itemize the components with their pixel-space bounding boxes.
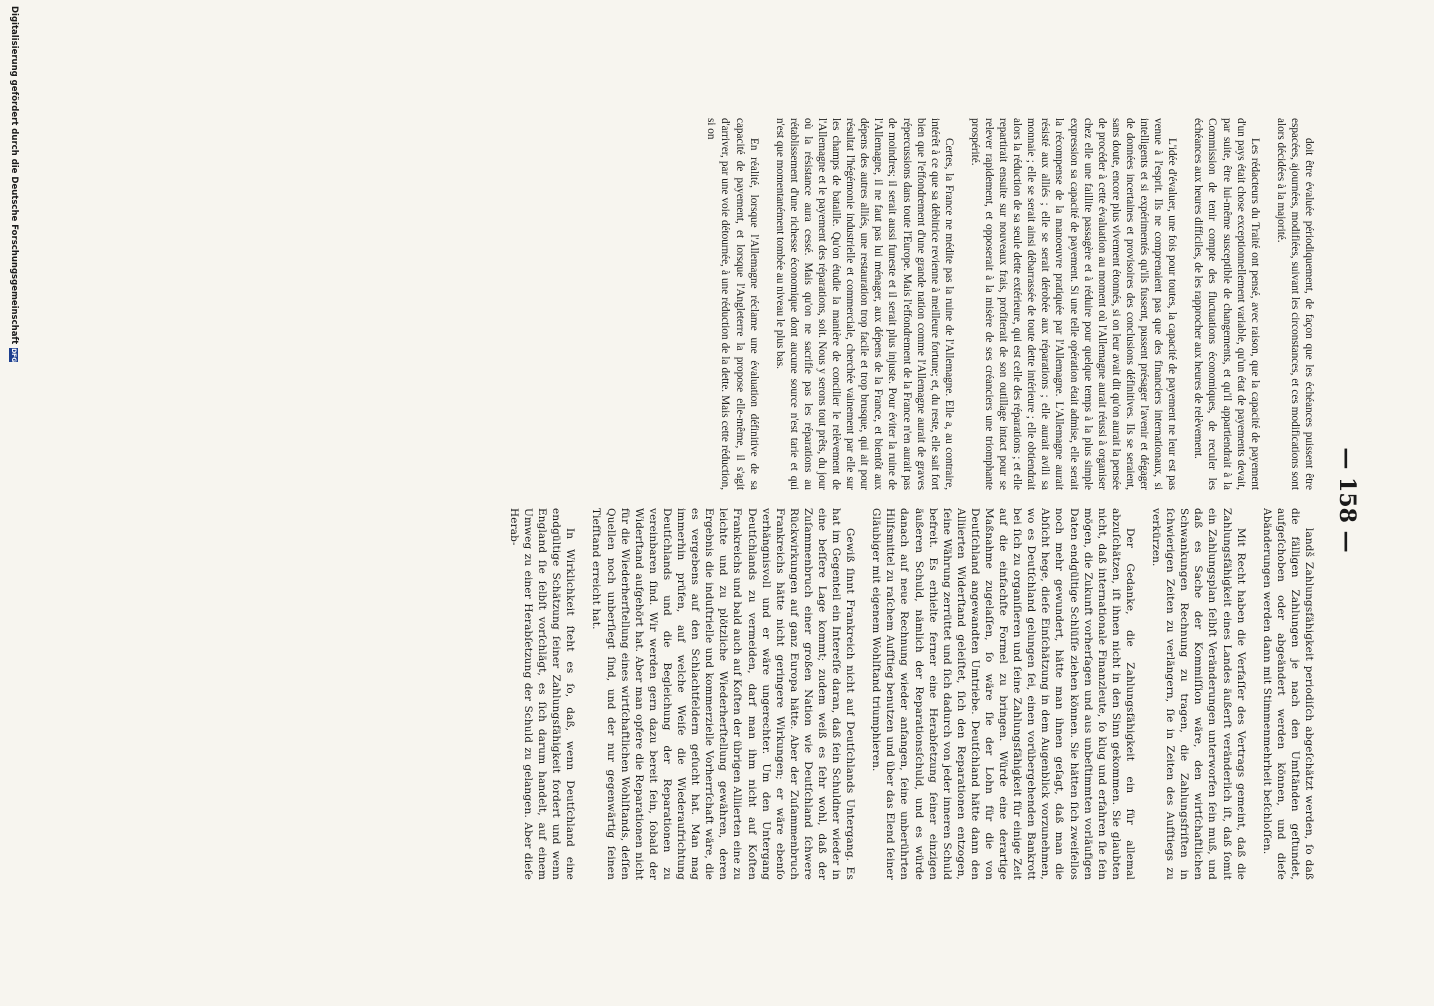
german-text-column: [60, 508, 1316, 880]
paragraph: Les rédacteurs du Traité ont pensé, avec raison, que la capacité de payement d'un pays était chose exceptionnellement variable, qu'un état de payements devait, par suite, être lui-même susceptible de changements, et qu'il appartiendrait à la Commission de tenir compte des fluctuations économiques, de reculer les échéances aux heures difficiles, de les rapprocher aux heures de relèvement.: [1192, 118, 1261, 490]
credit-text: Digitalisierung gefördert durch die Deutsche Forschungsgemeinschaft: [9, 6, 19, 345]
paragraph: landš Zahlungsfähigkeit periodiſch abgeſchätzt werden, ſo daß die fälligen Zahlungen je nach den Umſtänden geſtundet, aufgeſchoben oder abgeändert werden können, und dieſe Abänderungen werden dann mit Stimmenmehrheit beſchloſſen.: [1260, 508, 1315, 880]
dfg-logo: DFG: [10, 348, 18, 363]
paragraph: En réalité, lorsque l'Allemagne réclame une évaluation définitive de sa capacité de payement, et lorsque l'Angleterre la propose elle-même, il s'agit d'arriver, par une voie détournée, à une réduction de la dette. Mais cette réduction, si on: [705, 118, 760, 490]
page-number: — 158 —: [1334, 447, 1360, 553]
paragraph: In Wirklichkeit ſteht es ſo, daß, wenn Deutſchland eine endgültige Schätzung ſeiner Zahlungsfähigkeit fordert und wenn England ſie ſelbſt vorſchlägt, es ſich darum handelt, auf einem Umweg zu einer Herabſetzung der Schuld zu gelangen. Aber dieſe Herab-: [508, 508, 577, 880]
digitization-credit: [9, 0, 19, 1006]
paragraph: Mit Recht haben die Verfaſſer des Vertrags gemeint, daß die Zahlungsfähigkeit eines Landes äußerſt veränderlich iſt, daß ſomit ein Zahlungsplan ſelbſt Veränderungen unterworfen ſein muß, und daß es Sache der Kommiſſion wäre, den wirtſchaftlichen Schwankungen Rechnung zu tragen, die Zahlungsfriſten in ſchwierigen Zeiten zu verlängern, ſie in Zeiten des Aufſtiegs zu verkürzen.: [1150, 508, 1247, 880]
paragraph: Der Gedanke, die Zahlungsfähigkeit ein für allemal abzuſchätzen, iſt ihnen nicht in den Sinn gekommen. Sie glaubten nicht, daß internationale Finanzleute, ſo klug und erfahren ſie ſein mögen, die Zukunft vorherſagen und aus unbeſtimmten vorläufigen Daten endgültige Schlüſſe ziehen können. Sie hätten ſich zweifellos noch mehr gewundert, hätte man ihnen geſagt, daß man die Abſicht hege, dieſe Einſchätzung in dem Augenblick vorzunehmen, wo es Deutſchland gelungen ſei, einen vorübergehenden Bankrott bei ſich zu organiſieren und ſeine Zahlungsfähigkeit für einige Zeit auf die einfachſte Formel zu bringen. Würde eine derartige Maßnahme zugelaſſen, ſo wäre ſie der Lohn für die von Deutſchland angewandten Umtriebe. Deutſchland hätte dann den Alliierten Widerſtand geleiſtet, ſich den Reparationen entzogen, ſeine Währung zerrüttet und ſich dadurch von jeder inneren Schuld befreit. Es erhielte ferner eine Herabſetzung ſeiner einzigen äußeren Schuld, nämlich der Reparationsſchuld, und es würde danach auf neue Rechnung wieder anfangen, ſeine unberührten Hilfsmittel zu raſchem Aufſtieg benutzen und über das Elend ſeiner Gläubiger mit eigenem Wohlſtand triumphieren.: [870, 508, 1136, 880]
paragraph: Certes, la France ne médite pas la ruine de l'Allemagne. Elle a, au contraire, intérêt à ce que sa débitrice revienne à meilleure fortune; et, du reste, elle sait fort bien que l'effondrement d'une grande nation comme l'Allemagne aurait de graves répercussions dans toute l'Europe. Mais l'effondrement de la France n'en aurait pas de moindres; il serait aussi funeste et il serait plus injuste. Pour éviter la ruine de l'Allemagne, il ne faut pas lui ménager, aux dépens de la France, et bientôt aux dépens des autres alliés, une restauration trop facile et trop brusque, qui ait pour résultat l'hégémonie industrielle et commerciale, cherchée vainement par elle sur les champs de bataille. Qu'on étudie la manière de concilier le relèvement de l'Allemagne et le payement des réparations, soit. Nous y serons tout prêts, du jour où la résistance aura cessé. Mais qu'on ne sacrifie pas les réparations au rétablissement d'une richesse économique dont aucune source n'est tarie et qui n'est que momentanément tombée au niveau le plus bas.: [773, 118, 955, 490]
paragraph: doit être évaluée périodiquement, de façon que les échéances puissent être espacées, ajournées, modifiées, suivant les circonstances, et ces modifications sont alors décidées à la majorité.: [1274, 118, 1315, 490]
paragraph: L'idée d'évaluer, une fois pour toutes, la capacité de payement ne leur est pas venue à l'esprit. Ils ne comprenaient pas que des financiers internationaux, si intelligents et si expérimentés qu'ils fussent, pussent présager l'avenir et dégager de données incertaines et provisoires des conclusions définitives. Ils se seraient, sans doute, encore plus vivement étonnés, si on leur avait dit qu'on aurait la pensée de procéder à cette évaluation au moment où l'Allemagne aurait réussi à organiser chez elle une faillite passagère et à réduire pour quelque temps à la plus simple expression sa capacité de payement. Si une telle opération était admise, elle serait la récompense de la manoeuvre pratiquée par l'Allemagne. L'Allemagne aurait résisté aux alliés ; elle se serait dérobée aux réparations ; elle aurait avili sa monnaie ; elle se serait ainsi débarrassée de toute dette intérieure ; elle obtiendrait alors la réduction de sa seule dette extérieure, qui est celle des réparations ; et elle repartirait ensuite sur nouveaux frais, profiterait de son outillage intact pour se relever rapidement, et opposerait à la misère de ses créanciers une triomphante prospérité.: [968, 118, 1179, 490]
paragraph: Gewiß ſinnt Frankreich nicht auf Deutſchlands Untergang. Es hat im Gegenteil ein Intereſſe daran, daß ſein Schuldner wieder in eine beſſere Lage kommt; zudem weiß es ſehr wohl, daß der Zuſammenbruch einer großen Nation wie Deutſchland ſchwere Rückwirkungen auf ganz Europa hätte. Aber der Zuſammenbruch Frankreichs hätte nicht geringere Wirkungen; er wäre ebenſo verhängnisvoll und er wäre ungerechter. Um den Untergang Deutſchlands zu vermeiden, darf man ihm nicht auf Koſten Frankreichs und bald auch auf Koſten der übrigen Alliierten eine zu leichte und zu plötzliche Wiederherſtellung gewähren, deren Ergebnis die induſtrielle und kommerzielle Vorherrſchaft wäre, die es vergebens auf den Schlachtfeldern geſucht hat. Man mag immerhin prüfen, auf welche Weiſe die Wiederaufrichtung Deutſchlands und die Begleichung der Reparationen zu vereinbaren ſind. Wir werden gern dazu bereit ſein, ſobald der Widerſtand aufgehört hat. Aber man opfere die Reparationen nicht für die Wiederherſtellung eines wirtſchaftlichen Wohlſtands, deſſen Quellen noch unberſiegt ſind, und der nur gegenwärtig ſeinen Tiefſtand erreicht hat.: [590, 508, 857, 880]
french-text-column: [60, 118, 1316, 490]
